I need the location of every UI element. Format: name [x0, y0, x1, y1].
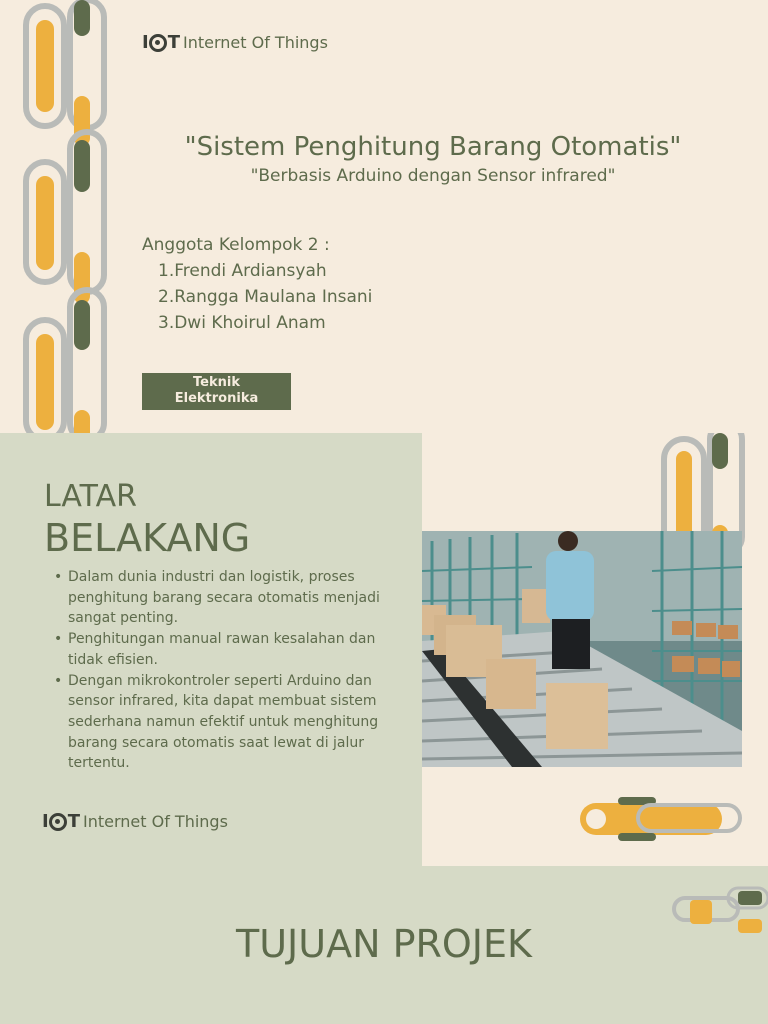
bullet-item: • Penghitungan manual rawan kesalahan dan tidak efisien.: [54, 629, 384, 670]
brand-label: Internet Of Things: [82, 812, 228, 831]
member-item: 2.Rangga Maulana Insani: [158, 287, 373, 307]
member-list: [142, 232, 372, 336]
cover-slide: [0, 0, 768, 433]
goal-heading: TUJUAN PROJEK: [236, 922, 532, 966]
chain-decoration: [18, 0, 108, 433]
cover-title: "Sistem Penghitung Barang Otomatis": [184, 132, 682, 162]
cover-subtitle: "Berbasis Arduino dengan Sensor infrared": [250, 166, 616, 186]
iot-brand: [142, 32, 328, 53]
brand-label: Internet Of Things: [182, 33, 328, 52]
bullet-item: • Dalam dunia industri dan logistik, proses penghitung barang secara otomatis menjadi sangat penting.: [54, 567, 384, 629]
bullet-item: • Dengan mikrokontroler seperti Arduino dan sensor infrared, kita dapat membuat sistem sederhana namun efektif untuk menghitung barang secara otomatis saat lewat di jalur tertentu.: [54, 671, 384, 775]
iot-logo-icon: I T: [142, 32, 179, 53]
tag-line-2: Elektronika: [174, 391, 259, 406]
link-decoration: [578, 793, 744, 843]
goal-slide: [0, 866, 768, 1024]
heading-belakang: BELAKANG: [44, 516, 251, 560]
tag-line-1: Teknik: [193, 375, 240, 390]
warehouse-photo: [422, 531, 742, 767]
iot-brand: [42, 811, 228, 832]
background-slide: [0, 433, 768, 866]
iot-logo-icon: I T: [42, 811, 79, 832]
background-bullets: [54, 567, 384, 774]
member-item: 1.Frendi Ardiansyah: [158, 261, 327, 281]
department-tag: [142, 373, 291, 410]
text-panel: [0, 433, 422, 866]
heading-latar: LATAR: [44, 479, 137, 514]
members-heading: Anggota Kelompok 2 :: [142, 235, 330, 255]
member-item: 3.Dwi Khoirul Anam: [158, 313, 326, 333]
